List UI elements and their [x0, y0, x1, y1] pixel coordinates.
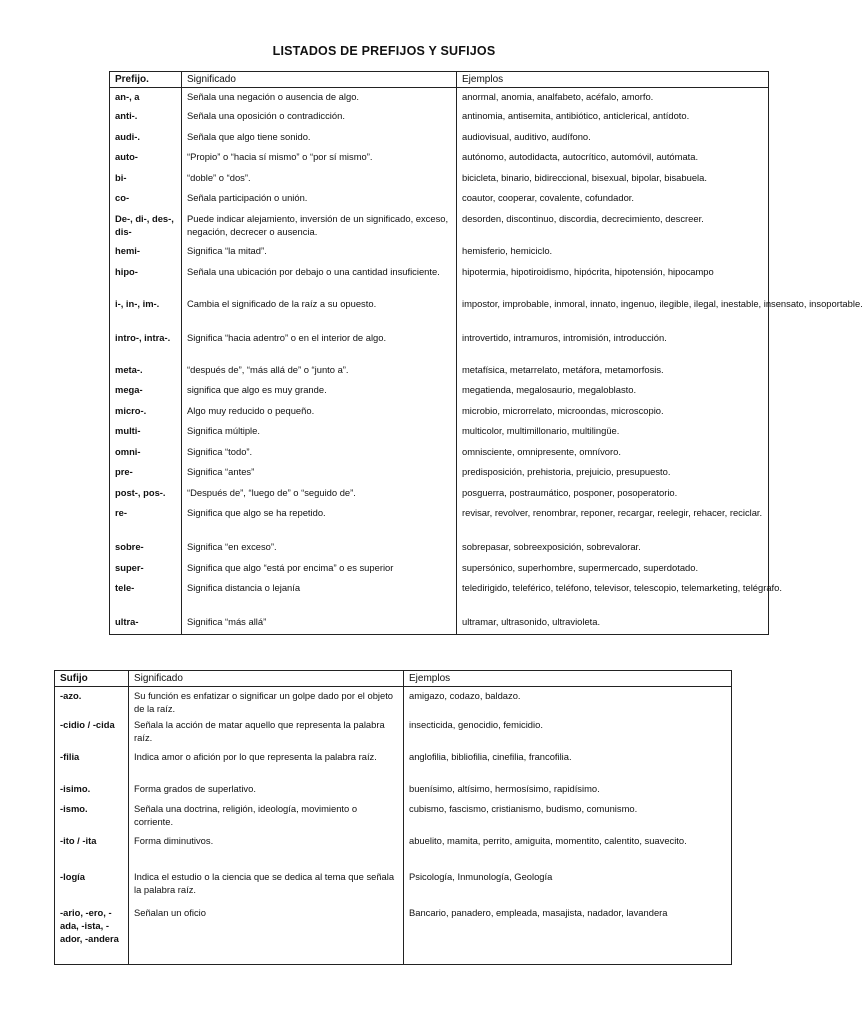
prefix-row-meaning: Señala una ubicación por debajo o una cantidad insuficiente.	[182, 264, 457, 296]
prefix-row-meaning: Significa “todo”.	[182, 444, 457, 464]
prefix-row-affix: an-, a	[110, 88, 182, 108]
prefix-row-examples: sobrepasar, sobreexposición, sobrevalorar.	[457, 539, 769, 560]
suffix-row-meaning: Señalan un oficio	[129, 905, 404, 965]
prefix-row	[110, 190, 769, 211]
suffix-row-affix: -isimo.	[55, 781, 129, 801]
prefix-row	[110, 382, 769, 403]
prefix-row	[110, 560, 769, 580]
prefix-table-body	[110, 88, 863, 635]
prefix-header-significado: Significado	[182, 72, 457, 88]
suffix-row-examples: insecticida, genocidio, femicidio.	[404, 717, 732, 749]
prefix-row-meaning: Señala participación o unión.	[182, 190, 457, 211]
prefix-row	[110, 539, 769, 560]
prefix-row-affix: post-, pos-.	[110, 485, 182, 505]
prefix-row-examples: predisposición, prehistoria, prejuicio, presupuesto.	[457, 464, 769, 485]
prefix-row-examples: supersónico, superhombre, supermercado, superdotado.	[457, 560, 769, 580]
prefix-row-affix: i-, in-, im-.	[110, 296, 182, 330]
prefix-row-affix: meta-.	[110, 362, 182, 382]
suffix-row-affix: -cidio / -cida	[55, 717, 129, 749]
prefix-row-meaning: Cambia el significado de la raíz a su opuesto.	[182, 296, 457, 330]
prefix-row-meaning: Significa “antes”	[182, 464, 457, 485]
suffix-row-examples: buenísimo, altísimo, hermosísimo, rapidísimo.	[404, 781, 732, 801]
suffix-row	[55, 801, 732, 833]
suffix-row	[55, 749, 732, 781]
prefix-row-affix: micro-.	[110, 403, 182, 423]
prefix-row-meaning: Señala que algo tiene sonido.	[182, 129, 457, 149]
prefix-row	[110, 362, 769, 382]
suffix-header-significado: Significado	[129, 671, 404, 687]
suffix-row-affix: -ito / -ita	[55, 833, 129, 869]
prefix-row	[110, 108, 769, 129]
prefix-row-affix: super-	[110, 560, 182, 580]
prefix-row-examples: multicolor, multimillonario, multilingüe.	[457, 423, 769, 444]
prefix-header-ejemplos: Ejemplos	[457, 72, 769, 88]
suffix-row	[55, 833, 732, 869]
prefix-row-meaning: Puede indicar alejamiento, inversión de un significado, exceso, negación, decrecer o ausencia.	[182, 211, 457, 243]
prefix-row-affix: ultra-	[110, 614, 182, 635]
suffix-row-affix: -filia	[55, 749, 129, 781]
prefix-row-meaning: “Propio” o “hacia sí mismo” o “por sí mismo”.	[182, 149, 457, 170]
suffix-table	[54, 670, 732, 965]
suffix-row-examples: amigazo, codazo, baldazo.	[404, 687, 732, 717]
prefix-row	[110, 330, 769, 362]
prefix-row-affix: hemi-	[110, 243, 182, 264]
prefix-row-meaning: Significa “más allá”	[182, 614, 457, 635]
prefix-row-affix: sobre-	[110, 539, 182, 560]
suffix-row-meaning: Señala la acción de matar aquello que representa la palabra raíz.	[129, 717, 404, 749]
suffix-row	[55, 781, 732, 801]
prefix-row-examples: microbio, microrrelato, microondas, microscopio.	[457, 403, 769, 423]
prefix-row-examples: introvertido, intramuros, intromisión, introducción.	[457, 330, 769, 362]
prefix-row-affix: mega-	[110, 382, 182, 403]
prefix-row-affix: audi-.	[110, 129, 182, 149]
suffix-row	[55, 687, 732, 717]
prefix-row-affix: hipo-	[110, 264, 182, 296]
prefix-header-row	[110, 72, 769, 88]
prefix-row	[110, 505, 769, 539]
prefix-row-affix: co-	[110, 190, 182, 211]
prefix-row	[110, 403, 769, 423]
prefix-row-examples: metafísica, metarrelato, metáfora, metamorfosis.	[457, 362, 769, 382]
suffix-row-meaning: Indica amor o afición por lo que representa la palabra raíz.	[129, 749, 404, 781]
prefix-header-prefijo: Prefijo.	[110, 72, 182, 88]
prefix-row-examples: bicicleta, binario, bidireccional, bisexual, bipolar, bisabuela.	[457, 170, 769, 190]
prefix-row-affix: De-, di-, des-, dis-	[110, 211, 182, 243]
suffix-table-body	[55, 687, 732, 965]
prefix-row-affix: auto-	[110, 149, 182, 170]
prefix-row	[110, 264, 769, 296]
prefix-row	[110, 170, 769, 190]
prefix-row-meaning: “doble” o “dos”.	[182, 170, 457, 190]
prefix-row	[110, 614, 769, 635]
prefix-row-affix: tele-	[110, 580, 182, 614]
suffix-row-meaning: Su función es enfatizar o significar un golpe dado por el objeto de la raíz.	[129, 687, 404, 717]
prefix-row-affix: anti-.	[110, 108, 182, 129]
prefix-row-meaning: Significa “la mitad”.	[182, 243, 457, 264]
suffix-header-ejemplos: Ejemplos	[404, 671, 732, 687]
prefix-table	[109, 71, 863, 635]
suffix-header-row	[55, 671, 732, 687]
suffix-row-examples: Psicología, Inmunología, Geología	[404, 869, 732, 905]
prefix-row-meaning: Señala una negación o ausencia de algo.	[182, 88, 457, 108]
suffix-row-meaning: Señala una doctrina, religión, ideología, movimiento o corriente.	[129, 801, 404, 833]
suffix-row-examples: cubismo, fascismo, cristianismo, budismo, comunismo.	[404, 801, 732, 833]
prefix-row	[110, 296, 769, 330]
prefix-row-examples: revisar, revolver, renombrar, reponer, recargar, reelegir, rehacer, reciclar.	[457, 505, 769, 539]
prefix-row-examples: antinomia, antisemita, antibiótico, anticlerical, antídoto.	[457, 108, 769, 129]
prefix-row-examples: autónomo, autodidacta, autocrítico, automóvil, autómata.	[457, 149, 769, 170]
prefix-row-examples: coautor, cooperar, covalente, cofundador.	[457, 190, 769, 211]
suffix-row-meaning: Forma grados de superlativo.	[129, 781, 404, 801]
suffix-row-examples: anglofilia, bibliofilia, cinefilia, francofilia.	[404, 749, 732, 781]
suffix-row-meaning: Forma diminutivos.	[129, 833, 404, 869]
suffix-row	[55, 869, 732, 905]
prefix-row	[110, 149, 769, 170]
prefix-row-meaning: Significa múltiple.	[182, 423, 457, 444]
prefix-row-meaning: Significa que algo “está por encima” o es superior	[182, 560, 457, 580]
suffix-row-affix: -logía	[55, 869, 129, 905]
prefix-row-examples: anormal, anomia, analfabeto, acéfalo, amorfo.	[457, 88, 769, 108]
prefix-row-examples: ultramar, ultrasonido, ultravioleta.	[457, 614, 769, 635]
prefix-row-examples: teledirigido, teleférico, teléfono, televisor, telescopio, telemarketing, telégrafo.	[457, 580, 769, 614]
prefix-row-meaning: “después de”, “más allá de” o “junto a”.	[182, 362, 457, 382]
prefix-row-meaning: significa que algo es muy grande.	[182, 382, 457, 403]
prefix-row-affix: re-	[110, 505, 182, 539]
prefix-row-meaning: Señala una oposición o contradicción.	[182, 108, 457, 129]
prefix-row	[110, 423, 769, 444]
prefix-row	[110, 243, 769, 264]
suffix-row-affix: -ario, -ero, -ada, -ista, -ador, -andera	[55, 905, 129, 965]
prefix-row-meaning: Significa “en exceso”.	[182, 539, 457, 560]
prefix-row-examples: megatienda, megalosaurio, megaloblasto.	[457, 382, 769, 403]
prefix-row-affix: bi-	[110, 170, 182, 190]
suffix-row	[55, 717, 732, 749]
prefix-row-affix: pre-	[110, 464, 182, 485]
prefix-row-meaning: Significa que algo se ha repetido.	[182, 505, 457, 539]
prefix-row-meaning: Algo muy reducido o pequeño.	[182, 403, 457, 423]
prefix-row	[110, 444, 769, 464]
suffix-row-affix: -ismo.	[55, 801, 129, 833]
suffix-row	[55, 905, 732, 965]
suffix-row-examples: abuelito, mamita, perrito, amiguita, momentito, calentito, suavecito.	[404, 833, 732, 869]
page-title: LISTADOS DE PREFIJOS Y SUFIJOS	[272, 44, 496, 58]
prefix-row-examples: audiovisual, auditivo, audífono.	[457, 129, 769, 149]
prefix-row-examples: desorden, discontinuo, discordia, decrecimiento, descreer.	[457, 211, 769, 243]
prefix-row	[110, 464, 769, 485]
prefix-row-examples: hipotermia, hipotiroidismo, hipócrita, hipotensión, hipocampo	[457, 264, 769, 296]
prefix-row-examples: impostor, improbable, inmoral, innato, ingenuo, ilegible, ilegal, inestable, insensato, insoportable.	[457, 296, 769, 330]
suffix-row-affix: -azo.	[55, 687, 129, 717]
prefix-row	[110, 580, 769, 614]
prefix-row-examples: posguerra, postraumático, posponer, posoperatorio.	[457, 485, 769, 505]
prefix-row-affix: omni-	[110, 444, 182, 464]
prefix-row-affix: intro-, intra-.	[110, 330, 182, 362]
prefix-row	[110, 88, 769, 108]
suffix-row-examples: Bancario, panadero, empleada, masajista, nadador, lavandera	[404, 905, 732, 965]
prefix-row-meaning: “Después de”, “luego de” o “seguido de”.	[182, 485, 457, 505]
suffix-header-sufijo: Sufijo	[55, 671, 129, 687]
prefix-row-examples: omnisciente, omnipresente, omnívoro.	[457, 444, 769, 464]
suffix-row-meaning: Indica el estudio o la ciencia que se dedica al tema que señala la palabra raíz.	[129, 869, 404, 905]
prefix-row	[110, 211, 769, 243]
prefix-row	[110, 129, 769, 149]
prefix-row	[110, 485, 769, 505]
prefix-row-affix: multi-	[110, 423, 182, 444]
prefix-row-meaning: Significa “hacia adentro” o en el interior de algo.	[182, 330, 457, 362]
prefix-row-examples: hemisferio, hemiciclo.	[457, 243, 769, 264]
prefix-row-meaning: Significa distancia o lejanía	[182, 580, 457, 614]
